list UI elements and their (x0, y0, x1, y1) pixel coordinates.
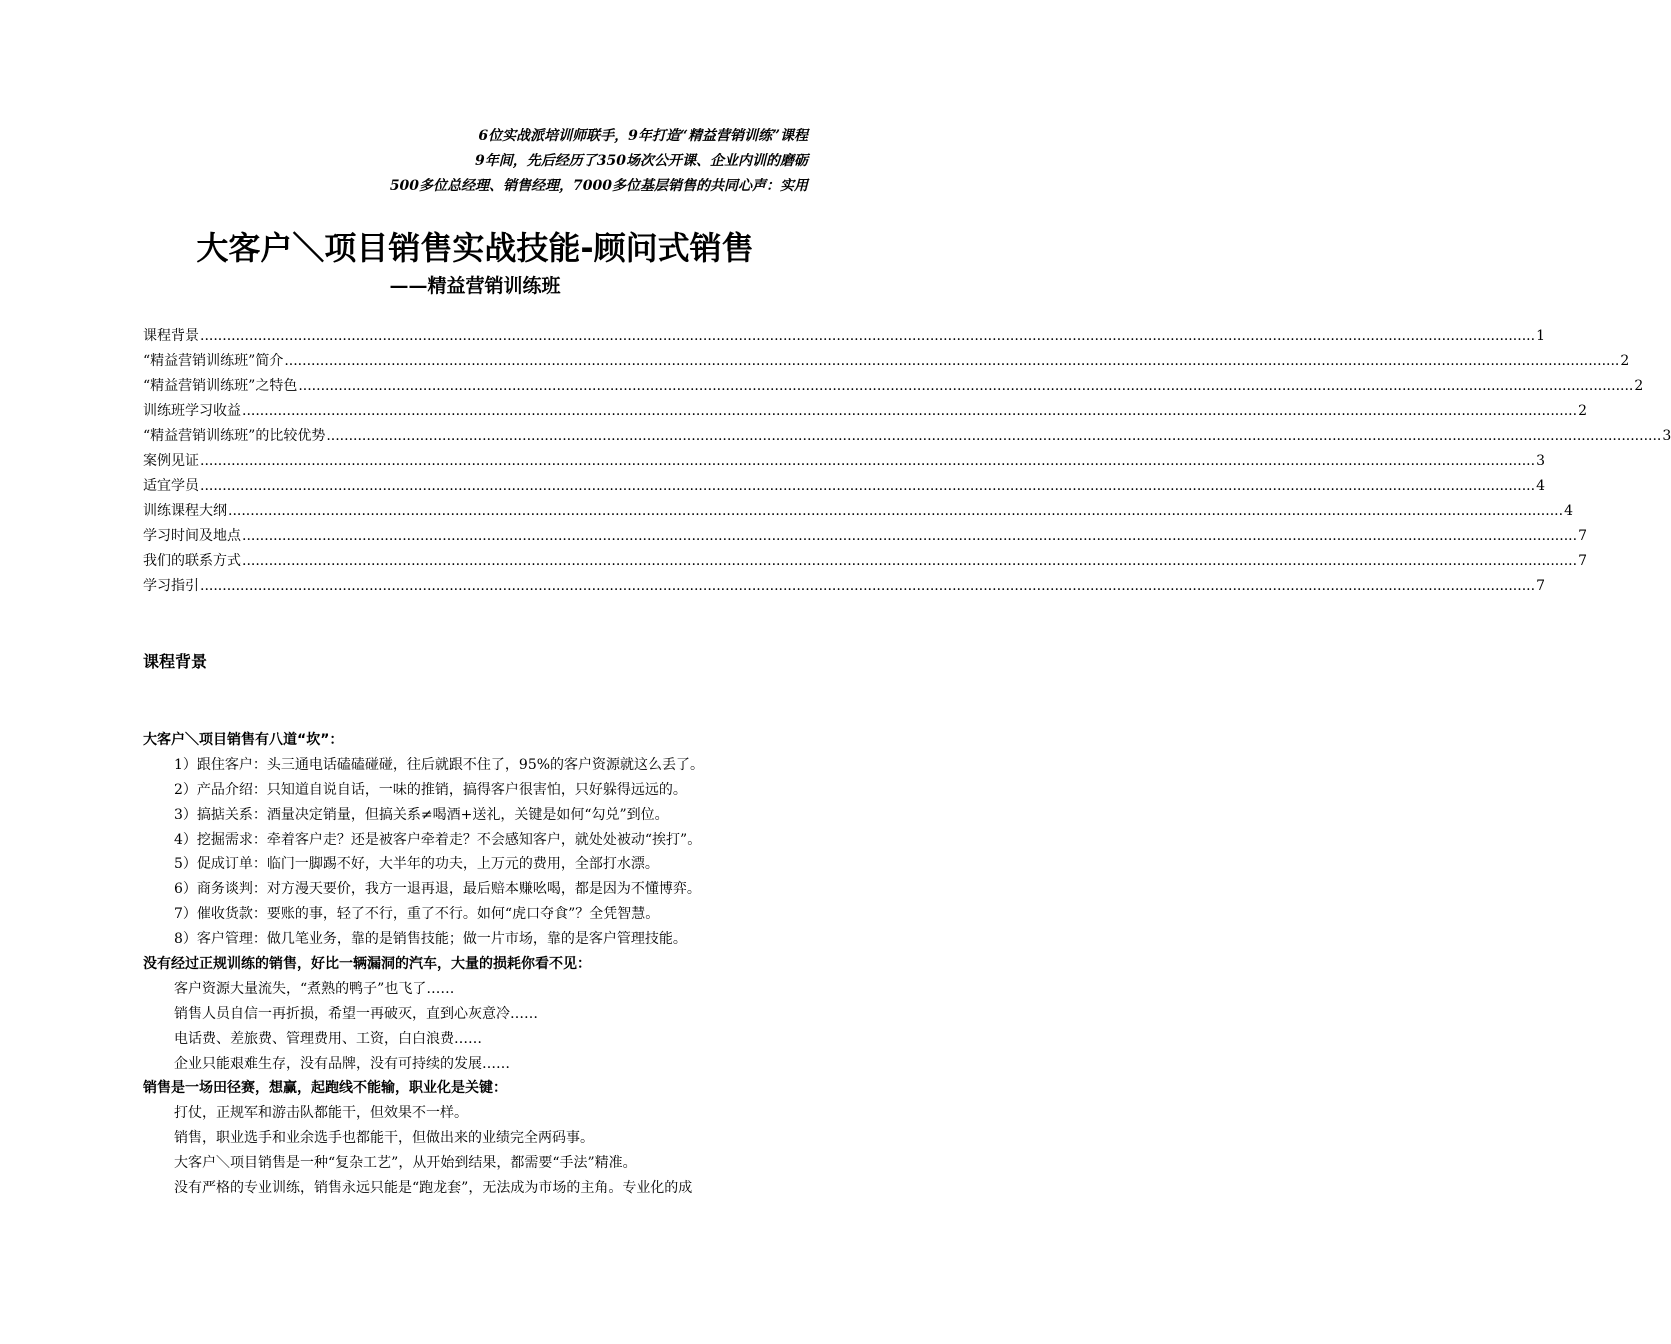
loss-item: 企业只能艰难生存，没有品牌，没有可持续的发展…… (174, 1055, 510, 1072)
toc-entry-page: 7 (1578, 553, 1587, 569)
intro-block (390, 124, 808, 199)
pit-item: 4）挖掘需求：牵着客户走？还是被客户牵着走？不会感知客户，就处处被动“挨打”。 (174, 831, 702, 848)
toc-entry-page: 1 (1536, 328, 1545, 344)
loss-item: 销售人员自信一再折损，希望一再破灭，直到心灰意冷…… (174, 1005, 538, 1022)
toc-entry-page: 4 (1564, 503, 1573, 519)
toc-entry[interactable] (143, 574, 1545, 599)
pit-item: 6）商务谈判：对方漫天要价，我方一退再退，最后赔本赚吆喝，都是因为不懂博弈。 (174, 881, 701, 898)
toc-entry[interactable] (143, 524, 1587, 549)
toc-entry-page: 7 (1536, 578, 1545, 594)
race-item: 销售，职业选手和业余选手也都能干，但做出来的业绩完全两码事。 (174, 1130, 594, 1147)
intro-line-2: 9年间，先后经历了350场次公开课、企业内训的磨砺 (475, 153, 808, 169)
race-heading: 销售是一场田径赛，想赢，起跑线不能输，职业化是关键： (143, 1080, 507, 1097)
toc-entry-label: “精益营销训练班”简介 (143, 353, 284, 369)
toc-leader-dots: ............................................................................................................................................................................................................................................................................................................ (242, 403, 1578, 419)
loss-item: 客户资源大量流失，“煮熟的鸭子”也飞了…… (174, 980, 455, 997)
toc-entry-page: 2 (1578, 403, 1587, 419)
toc-leader-dots: ............................................................................................................................................................................................................................................................................................................ (284, 353, 1620, 369)
toc-leader-dots: ............................................................................................................................................................................................................................................................................................................ (200, 478, 1536, 494)
loss-heading: 没有经过正规训练的销售，好比一辆漏洞的汽车，大量的损耗你看不见： (143, 956, 591, 973)
toc-entry-label: 我们的联系方式 (143, 553, 241, 569)
document-subtitle: ——精益营销训练班 (389, 275, 561, 297)
toc-leader-dots: ............................................................................................................................................................................................................................................................................................................ (242, 528, 1578, 544)
loss-item: 电话费、差旅费、管理费用、工资，白白浪费…… (174, 1030, 482, 1047)
document-title: 大客户＼项目销售实战技能-顾问式销售 (196, 229, 754, 267)
toc-entry[interactable] (143, 449, 1545, 474)
race-item: 没有严格的专业训练，销售永远只能是“跑龙套”，无法成为市场的主角。专业化的成 (174, 1180, 693, 1197)
toc-entry-label: 学习时间及地点 (143, 528, 241, 544)
intro-line-3: 500多位总经理、销售经理，7000多位基层销售的共同心声：实用 (389, 178, 808, 194)
toc-entry-label: “精益营销训练班”的比较优势 (143, 428, 326, 444)
intro-line-1: 6位实战派培训师联手，9年打造“精益营销训练”课程 (478, 128, 808, 144)
toc-entry-page: 2 (1634, 378, 1644, 394)
toc-leader-dots: ............................................................................................................................................................................................................................................................................................................ (242, 553, 1578, 569)
toc-entry[interactable] (143, 549, 1587, 574)
toc-entry-label: 案例见证 (143, 453, 199, 469)
toc-entry[interactable] (143, 499, 1573, 524)
toc-entry[interactable] (143, 324, 1545, 349)
toc-entry[interactable] (143, 399, 1587, 424)
toc-entry-label: 适宜学员 (143, 478, 199, 494)
toc-entry-page: 3 (1536, 453, 1545, 469)
pit-item: 3）搞掂关系：酒量决定销量，但搞关系≠喝酒+送礼，关键是如何“勾兑”到位。 (174, 806, 669, 823)
toc-entry[interactable] (143, 349, 1630, 374)
toc-leader-dots: ............................................................................................................................................................................................................................................................................................................ (228, 503, 1564, 519)
toc-leader-dots: ............................................................................................................................................................................................................................................................................................................ (200, 578, 1536, 594)
pit-item: 2）产品介绍：只知道自说自话，一味的推销，搞得客户很害怕，只好躲得远远的。 (174, 781, 687, 798)
toc-entry-label: 训练课程大纲 (143, 503, 227, 519)
pit-item: 1）跟住客户：头三通电话磕磕碰碰，往后就跟不住了，95%的客户资源就这么丢了。 (174, 756, 705, 773)
toc-leader-dots: ............................................................................................................................................................................................................................................................................................................ (298, 378, 1634, 394)
toc-entry[interactable] (143, 374, 1644, 399)
toc-entry-page: 3 (1662, 428, 1671, 444)
toc-entry-page: 7 (1578, 528, 1587, 544)
toc-entry-label: 训练班学习收益 (143, 403, 241, 419)
toc-entry-label: 课程背景 (143, 328, 199, 344)
pits-heading: 大客户＼项目销售有八道“坎”： (143, 732, 344, 748)
toc-entry-page: 4 (1536, 478, 1545, 494)
table-of-contents (143, 324, 1671, 599)
toc-entry-label: “精益营销训练班”之特色 (143, 378, 298, 394)
pit-item: 7）催收货款：要账的事，轻了不行，重了不行。如何“虎口夺食”？全凭智慧。 (174, 906, 660, 923)
pit-item: 5）促成订单：临门一脚踢不好，大半年的功夫，上万元的费用，全部打水漂。 (174, 856, 659, 873)
toc-entry-label: 学习指引 (143, 578, 199, 594)
toc-leader-dots: ............................................................................................................................................................................................................................................................................................................ (326, 428, 1662, 444)
section-body (143, 728, 813, 1201)
toc-leader-dots: ............................................................................................................................................................................................................................................................................................................ (200, 328, 1536, 344)
pit-item: 8）客户管理：做几笔业务，靠的是销售技能；做一片市场，靠的是客户管理技能。 (174, 931, 687, 948)
section-heading: 课程背景 (143, 652, 208, 671)
toc-leader-dots: ............................................................................................................................................................................................................................................................................................................ (200, 453, 1536, 469)
toc-entry-page: 2 (1620, 353, 1630, 369)
race-item: 打仗，正规军和游击队都能干，但效果不一样。 (174, 1105, 468, 1122)
toc-entry[interactable] (143, 474, 1545, 499)
toc-entry[interactable] (143, 424, 1671, 449)
race-item: 大客户＼项目销售是一种“复杂工艺”，从开始到结果，都需要“手法”精准。 (174, 1155, 637, 1172)
